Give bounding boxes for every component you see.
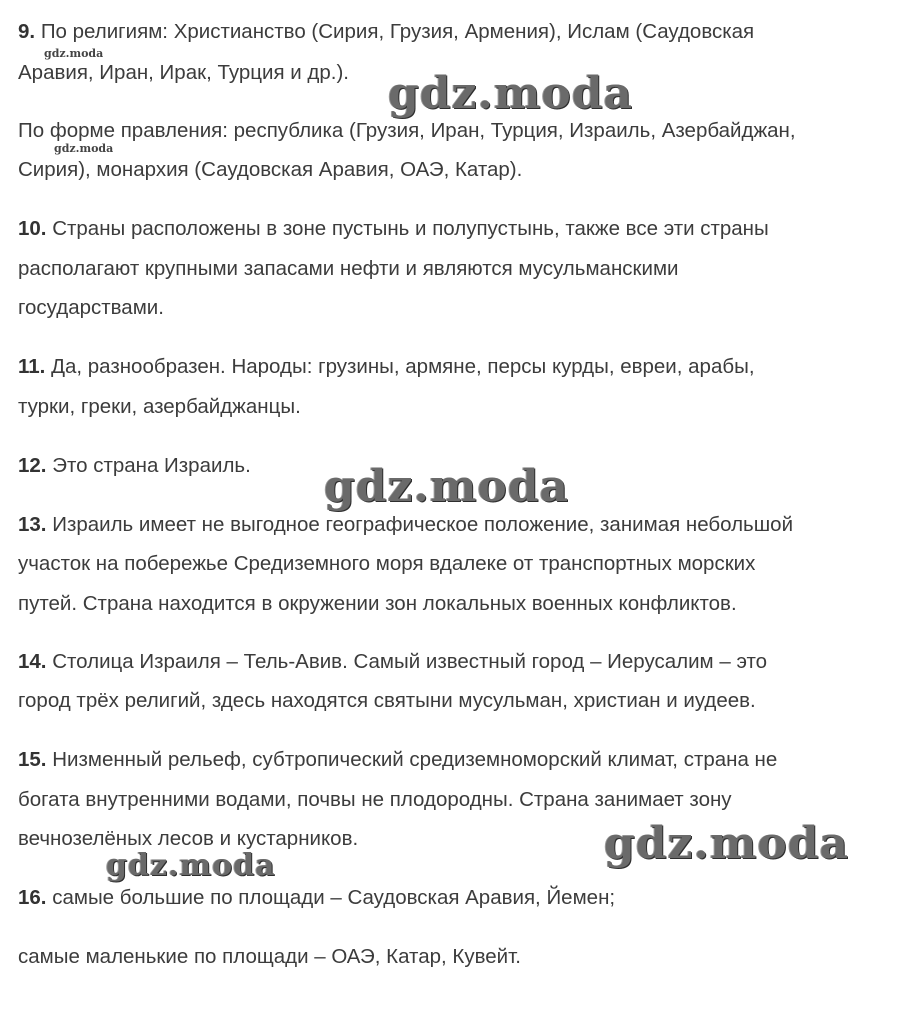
answer-14-text-1: Столица Израиля – Тель-Авив. Самый известный город – Иерусалим – это — [52, 650, 768, 673]
answer-9-number: 9. — [18, 20, 36, 43]
answer-13-line-2: участок на побережье Средиземного моря вдалеке от транспортных морских — [18, 552, 756, 575]
answer-10-number: 10. — [18, 217, 47, 240]
answer-10-line-3: государствами. — [18, 296, 164, 319]
watermark-large-2: gdz.moda — [324, 461, 570, 512]
answer-12-text-1: Это страна Израиль. — [52, 454, 251, 477]
answer-15-text-1: Низменный рельеф, субтропический средиземноморский климат, страна не — [52, 748, 778, 771]
answer-15-line-1 — [18, 747, 777, 773]
answer-16-number: 16. — [18, 886, 47, 909]
answer-11-line-1 — [18, 354, 755, 380]
watermark-medium-1: gdz.moda — [106, 848, 276, 883]
answer-9-line-2: Аравия, Иран, Ирак, Турция и др.). — [18, 61, 349, 84]
answer-11-text-1: Да, разнообразен. Народы: грузины, армяне, персы курды, евреи, арабы, — [51, 355, 755, 378]
watermark-large-1: gdz.moda — [388, 68, 634, 119]
answer-11-line-2: турки, греки, азербайджанцы. — [18, 395, 301, 418]
watermark-large-3: gdz.moda — [604, 818, 850, 869]
answer-14-number: 14. — [18, 650, 47, 673]
answer-10-line-2: располагают крупными запасами нефти и являются мусульманскими — [18, 257, 679, 280]
answer-10-text-1: Страны расположены в зоне пустынь и полупустынь, также все эти страны — [52, 217, 769, 240]
answer-9-line-4: Сирия), монархия (Саудовская Аравия, ОАЭ, Катар). — [18, 158, 523, 181]
answer-16-line-1 — [18, 885, 615, 911]
answer-11-number: 11. — [18, 355, 46, 378]
answer-13-line-1 — [18, 512, 793, 538]
answer-15-line-3: вечнозелёных лесов и кустарников. — [18, 827, 359, 850]
answer-15-number: 15. — [18, 748, 47, 771]
answer-13-number: 13. — [18, 513, 47, 536]
answer-12-number: 12. — [18, 454, 47, 477]
answer-14-line-1 — [18, 649, 767, 675]
answer-16-line-2: самые маленькие по площади – ОАЭ, Катар, Кувейт. — [18, 945, 521, 968]
answer-12-line-1 — [18, 453, 251, 479]
answer-9-line-3: По форме правления: республика (Грузия, Иран, Турция, Израиль, Азербайджан, — [18, 119, 796, 142]
answer-13-text-1: Израиль имеет не выгодное географическое положение, занимая небольшой — [52, 513, 794, 536]
answer-9-line-1 — [18, 19, 754, 45]
watermark-small-1: gdz.moda — [44, 47, 104, 60]
answer-13-line-3: путей. Страна находится в окружении зон локальных военных конфликтов. — [18, 592, 737, 615]
answer-10-line-1 — [18, 216, 769, 242]
answer-16-text-1: самые большие по площади – Саудовская Аравия, Йемен; — [52, 886, 616, 909]
watermark-small-2: gdz.moda — [54, 142, 114, 155]
answer-9-text-1: По религиям: Христианство (Сирия, Грузия, Армения), Ислам (Саудовская — [40, 20, 755, 43]
answer-14-line-2: город трёх религий, здесь находятся святыни мусульман, христиан и иудеев. — [18, 689, 756, 712]
answer-15-line-2: богата внутренними водами, почвы не плодородны. Страна занимает зону — [18, 788, 732, 811]
